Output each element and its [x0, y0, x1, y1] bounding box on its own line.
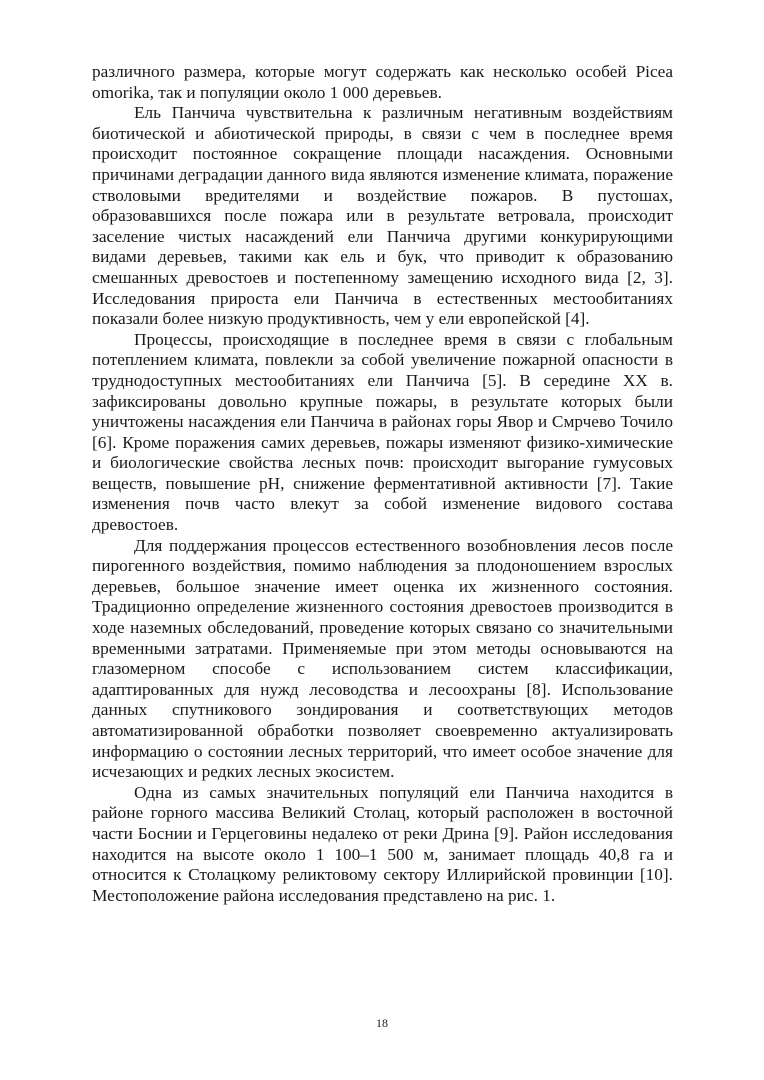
page-body	[92, 62, 673, 906]
paragraph-continuation: различного размера, которые могут содержать как несколько особей Picea omorika, так и популяции около 1 000 деревьев.	[92, 62, 673, 102]
paragraph-panchic-spruce-sensitivity: Ель Панчича чувствительна к различным негативным воздействиям биотической и абиотической природы, в связи с чем в последнее время происходит постоянное сокращение площади насаждения. Основными причинами деградации данного вида являются изменение климата, поражение стволовыми вредителями и воздействие пожаров. В пустошах, образовавшихся после пожара или в результате ветровала, происходит заселение чистых насаждений ели Панчича другими конкурирующими видами деревьев, такими как ель и бук, что приводит к образованию смешанных древостоев и постепенному замещению исходного вида [2, 3]. Исследования прироста ели Панчича в естественных местообитаниях показали более низкую продуктивность, чем у ели европейской [4].	[92, 103, 673, 329]
paragraph-climate-fires: Процессы, происходящие в последнее время в связи с глобальным потеплением климата, повлекли за собой увеличение пожарной опасности в труднодоступных местообитаниях ели Панчича [5]. В середине XX в. зафиксированы довольно крупные пожары, в результате которых были уничтожены насаждения ели Панчича в районах горы Явор и Смрчево Точило [6]. Кроме поражения самих деревьев, пожары изменяют физико-химические и биологические свойства лесных почв: происходит выгорание гумусовых веществ, повышение pH, снижение ферментативной активности [7]. Такие изменения почв часто влекут за собой изменение видового состава древостоев.	[92, 329, 673, 535]
page-number: 18	[376, 1016, 388, 1030]
paragraph-vitality-assessment: Для поддержания процессов естественного возобновления лесов после пирогенного воздействия, помимо наблюдения за плодоношением взрослых деревьев, большое значение имеет оценка их жизненного состояния. Традиционно определение жизненного состояния древостоев производится в ходе наземных обследований, проведение которых связано со значительными временными затратами. Применяемые при этом методы основываются на глазомерном способе с использованием систем классификации, адаптированных для нужд лесоводства и лесоохраны [8]. Использование данных спутникового зондирования и соответствующих методов автоматизированной обработки позволяет своевременно актуализировать информацию о состоянии лесных территорий, что имеет особое значение для исчезающих и редких лесных экосистем.	[92, 535, 673, 782]
paragraph-study-area: Одна из самых значительных популяций ели Панчича находится в районе горного массива Великий Столац, который расположен в восточной части Боснии и Герцеговины недалеко от реки Дрина [9]. Район исследования находится на высоте около 1 100–1 500 м, занимает площадь 40,8 га и относится к Столацкому реликтовому сектору Иллирийской провинции [10]. Местоположение района исследования представлено на рис. 1.	[92, 782, 673, 905]
